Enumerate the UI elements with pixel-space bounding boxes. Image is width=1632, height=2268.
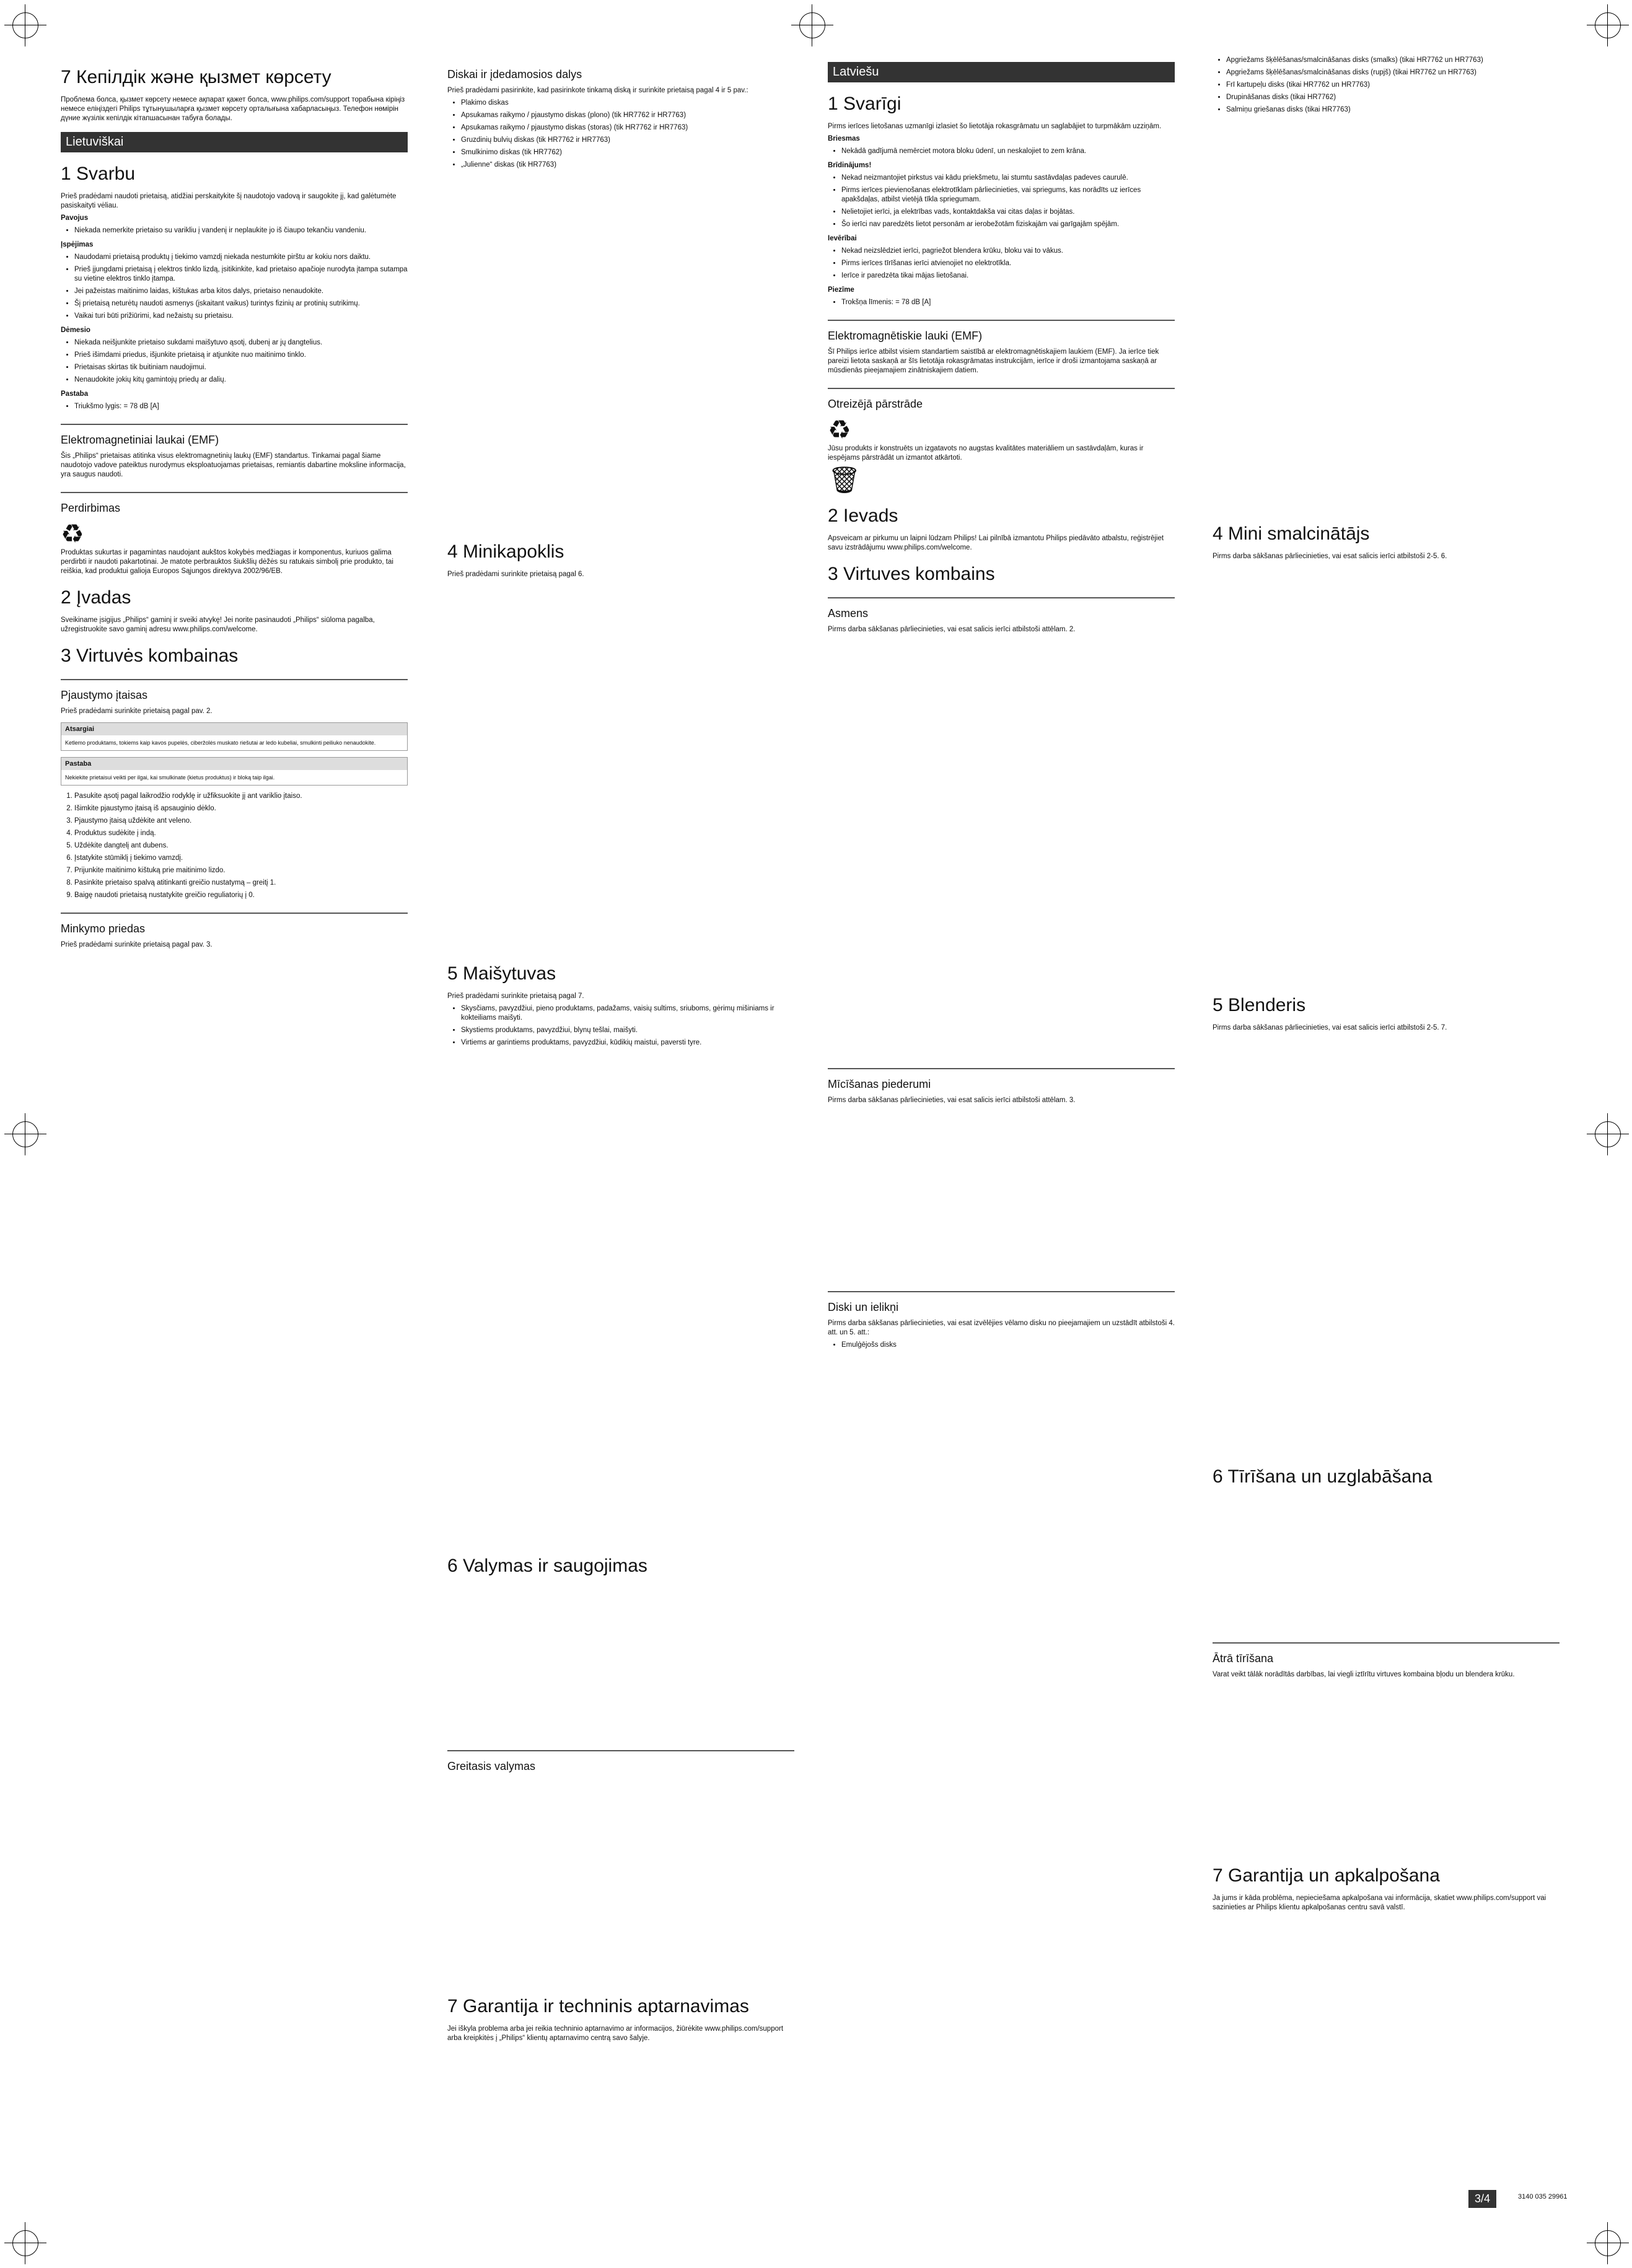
step-item: 8. Pasinkite prietaiso spalvą atitinkanti greičio nustatymą – greitį 1. bbox=[74, 878, 408, 888]
perdirbimas-text: Produktas sukurtas ir pagamintas naudojant aukštos kokybės medžiagas ir komponentus, kuriuos galima perdirbti ir naudoti pakartotinai. Je matote perbrauktos šiukšlių dėžės su ratukais simbolį prie produkto, tai reiškia, kad produktui galioja Europos Sąjungos direktyva 2002/96/EB. bbox=[61, 549, 393, 575]
lt-language-bar: Lietuviškai bbox=[61, 132, 408, 152]
kz-section-title: 7 Кепілдік жəне қызмет көрсету bbox=[61, 67, 331, 87]
lv-s5-title: 5 Blenderis bbox=[1213, 995, 1306, 1015]
diskai-item: • Smulkinimo diskas (tik HR7762) bbox=[461, 148, 794, 157]
lv-emf-text: Šī Philips ierīce atbilst visiem standartiem saistībā ar elektromagnētiskajiem laukiem (EMF). Ja ierīce tiek pareizi lietota saskaņā ar šīs lietotāja rokasgrāmatas instrukcijām, ierīce ir droši izmantojama saskaņā ar mūsdienās pieejamajiem zinātniskajiem datiem. bbox=[828, 348, 1159, 374]
s5-item: • Skystiems produktams, pavyzdžiui, blynų tešlai, maišyti. bbox=[461, 1026, 794, 1035]
lv-s6-title: 6 Tīrīšana un uzglabāšana bbox=[1213, 1466, 1432, 1487]
otr-text: Jūsu produkts ir konstruēts un izgatavots no augstas kvalitātes materiāliem un sastāvdaļām, kuras ir iespējams pārstrādāt un izmantot atkārtoti. bbox=[828, 445, 1144, 462]
lv-s2-title: 2 Ievads bbox=[828, 506, 898, 526]
step-item: 7. Prijunkite maitinimo kištuką prie maitinimo lizdo. bbox=[74, 866, 408, 875]
diski-text: Pirms darba sākšanas pārliecinieties, vai esat izvēlējies vēlamo disku no pieejamajiem un uzstādīt atbilstoši 4. att. un 5. att.: bbox=[828, 1320, 1175, 1336]
pjaustymas-title: Pjaustymo įtaisas bbox=[61, 679, 408, 702]
lv-language-bar: Latviešu bbox=[828, 62, 1175, 82]
diskai-item: • „Julienne“ diskas (tik HR7763) bbox=[461, 160, 794, 170]
diskai-item: • Gruzdinių bulvių diskas (tik HR7762 ir HR7763) bbox=[461, 136, 794, 145]
step-item: 6. Įstatykite stūmiklį į tiekimo vamzdį. bbox=[74, 854, 408, 863]
step-item: 1. Pasukite ąsotį pagal laikrodžio rodyklę ir užfiksuokite jį ant variklio įtaiso. bbox=[74, 792, 408, 801]
perdirbimas-title: Perdirbimas bbox=[61, 492, 408, 515]
ispejimas-item: • Vaikai turi būti prižiūrimi, kad nežaistų su prietaisu. bbox=[74, 312, 408, 321]
note-box bbox=[61, 757, 408, 786]
disk-item: • Frī kartupeļu disks (tikai HR7762 un HR7763) bbox=[1226, 81, 1560, 90]
piezime-item: • Trokšņa līmenis: = 78 dB [A] bbox=[841, 298, 1175, 307]
lt-s3-title: 3 Virtuvės kombainas bbox=[61, 646, 239, 666]
micisanas-text: Pirms darba sākšanas pārliecinieties, vai esat salicis ierīci atbilstoši attēlam. 3. bbox=[828, 1097, 1076, 1104]
demesio-item: • Nenaudokite jokių kitų gamintojų priedų ar dalių. bbox=[74, 375, 408, 385]
lt-s2-title: 2 Įvadas bbox=[61, 587, 131, 608]
diskai-text: Prieš pradėdami pasirinkite, kad pasirinkote tinkamą diską ir surinkite prietaisą pagal 4 ir 5 pav.: bbox=[447, 87, 748, 94]
lv-s3-title: 3 Virtuves kombains bbox=[828, 564, 995, 584]
step-item: 2. Išimkite pjaustymo įtaisą iš apsauginio dėklo. bbox=[74, 804, 408, 813]
lt-s4-text: Prieš pradėdami surinkite prietaisą pagal 6. bbox=[447, 571, 584, 578]
atra-title: Ātrā tīrīšana bbox=[1213, 1642, 1560, 1665]
lv-emf-title: Elektromagnētiskie lauki (EMF) bbox=[828, 320, 1175, 343]
ieverbai-item: • Pirms ierīces tīrīšanas ierīci atvienojiet no elektrotīkla. bbox=[841, 259, 1175, 268]
minkymo-text: Prieš pradėdami surinkite prietaisą pagal pav. 3. bbox=[61, 941, 213, 948]
lv-s7-title: 7 Garantija un apkalpošana bbox=[1213, 1865, 1440, 1886]
briesmas-item: • Nekādā gadījumā nemērciet motora bloku ūdenī, un neskalojiet to zem krāna. bbox=[841, 147, 1175, 156]
piezime-heading: Piezīme bbox=[828, 286, 854, 294]
disk-item: • Apgriežams šķēlēšanas/smalcināšanas disks (smalks) (tikai HR7762 un HR7763) bbox=[1226, 56, 1560, 65]
otr-title: Otreizējā pārstrāde bbox=[828, 388, 1175, 411]
diskai-item: • Apsukamas raikymo / pjaustymo diskas (storas) (tik HR7762 ir HR7763) bbox=[461, 123, 794, 133]
lt-s1-intro: Prieš pradėdami naudoti prietaisą, atidžiai perskaitykite šį naudotojo vadovą ir saugokite jį, kad galėtumėte pasiskaityti vėliau. bbox=[61, 193, 397, 209]
bridinajums-item: • Nekad neizmantojiet pirkstus vai kādu priekšmetu, lai stumtu sastāvdaļas padeves caurulē. bbox=[841, 173, 1175, 183]
lt-s1-title: 1 Svarbu bbox=[61, 164, 136, 184]
ieverbai-item: • Ierīce ir paredzēta tikai mājas lietošanai. bbox=[841, 271, 1175, 281]
lt-s2-text: Sveikiname įsigijus „Philips“ gaminį ir sveiki atvykę! Jei norite pasinaudoti „Philips“ siūloma pagalba, užregistruokite savo gaminį adresu www.philips.com/welcome. bbox=[61, 616, 375, 633]
ispejimas-item: • Jei pažeistas maitinimo laidas, kištukas arba kitos dalys, prietaiso nenaudokite. bbox=[74, 287, 408, 296]
pastaba-item: • Triukšmo lygis: = 78 dB [A] bbox=[74, 402, 408, 411]
crop-mark-mid-right bbox=[1595, 1121, 1621, 1147]
diskai-title: Diskai ir įdedamosios dalys bbox=[447, 68, 582, 81]
crop-mark-bottom-right bbox=[1595, 2230, 1621, 2256]
ispejimas-heading: Įspėjimas bbox=[61, 241, 94, 248]
lt-s7-text: Jei iškyla problema arba jei reikia techninio aptarnavimo ar informacijos, žiūrėkite www.philips.com/support arba kreipkitės į „Philips“ klientų aptarnavimo centrą savo šalyje. bbox=[447, 2025, 784, 2042]
caution-box-text: Ketlemo produktams, tokiems kaip kavos pupelės, ciberžolės muskato riešutai ar ledo kubeliai, smulkinti peiliuko nenaudokite. bbox=[65, 740, 376, 746]
demesio-item: • Niekada neišjunkite prietaiso sukdami maišytuvo ąsotį, dubenį ar jų dangtelius. bbox=[74, 338, 408, 348]
s5-item: • Virtiems ar garintiems produktams, pavyzdžiui, kūdikių maistui, paversti tyre. bbox=[461, 1038, 794, 1048]
emf-title: Elektromagnetiniai laukai (EMF) bbox=[61, 424, 408, 447]
lv-s1-text: Pirms ierīces lietošanas uzmanīgi izlasiet šo lietotāja rokasgrāmatu un saglabājiet to turpmākām uzziņām. bbox=[828, 123, 1162, 130]
lt-s6-title: 6 Valymas ir saugojimas bbox=[447, 1556, 647, 1576]
pastaba-heading: Pastaba bbox=[61, 390, 89, 398]
column-2 bbox=[447, 56, 794, 2046]
demesio-heading: Dėmesio bbox=[61, 326, 90, 334]
lt-s7-title: 7 Garantija ir techninis aptarnavimas bbox=[447, 1996, 749, 2016]
crop-mark-mid-left bbox=[12, 1121, 38, 1147]
caution-box bbox=[61, 722, 408, 751]
micisanas-title: Mīcīšanas piederumi bbox=[828, 1068, 1175, 1091]
minkymo-title: Minkymo priedas bbox=[61, 913, 408, 935]
recycle-icon: ♻ bbox=[61, 519, 84, 548]
document-number: 3140 035 29961 bbox=[1518, 2193, 1568, 2200]
bridinajums-heading: Brīdinājums! bbox=[828, 162, 872, 169]
disk-item: • Drupināšanas disks (tikai HR7762) bbox=[1226, 93, 1560, 102]
greitas-title: Greitasis valymas bbox=[447, 1750, 794, 1773]
kz-text: Проблема болса, қызмет көрсету немесе ақпарат қажет болса, www.philips.com/support торабына кіріңіз немесе еліңіздегі Philips тұтынушыларға қызмет көрсету орталығына хабарласыңыз. Телефон нөмірін дүние жүзілік кепілдік кітапшасынан табуға болады. bbox=[61, 96, 405, 122]
pavojus-item: • Niekada nemerkite prietaiso su varikliu į vandenį ir neplaukite jo iš čiaupo tekančiu vandeniu. bbox=[74, 226, 408, 235]
recycle-icon: ♻ bbox=[828, 415, 851, 444]
bridinajums-item: • Pirms ierīces pievienošanas elektrotīklam pārliecinieties, vai spriegums, kas norādīts uz ierīces apakšdaļas, atbilst vietējā tīkla spriegumam. bbox=[841, 186, 1175, 204]
disk-item: • Salmiņu griešanas disks (tikai HR7763) bbox=[1226, 105, 1560, 115]
pjaustymas-text: Prieš pradėdami surinkite prietaisą pagal pav. 2. bbox=[61, 707, 213, 715]
step-item: 4. Produktus sudėkite į indą. bbox=[74, 829, 408, 838]
demesio-item: • Prieš išimdami priedus, išjunkite prietaisą ir atjunkite nuo maitinimo tinklo. bbox=[74, 351, 408, 360]
page-number: 3/4 bbox=[1468, 2190, 1496, 2208]
lt-s5-title: 5 Maišytuvas bbox=[447, 963, 556, 984]
crop-mark-top-left bbox=[12, 12, 38, 38]
note-box-title: Pastaba bbox=[61, 758, 407, 770]
lv-s1-title: 1 Svarīgi bbox=[828, 94, 902, 114]
diskai-item: • Apsukamas raikymo / pjaustymo diskas (plono) (tik HR7762 ir HR7763) bbox=[461, 111, 794, 120]
disk-item: • Apgriežams šķēlēšanas/smalcināšanas disks (rupjš) (tikai HR7762 un HR7763) bbox=[1226, 68, 1560, 77]
caution-box-title: Atsargiai bbox=[61, 723, 407, 735]
demesio-item: • Prietaisas skirtas tik buitiniam naudojimui. bbox=[74, 363, 408, 372]
ieverbai-item: • Nekad neizslēdziet ierīci, pagriežot blendera krūku, bloku vai to vākus. bbox=[841, 247, 1175, 256]
diski-title: Diski un ielikņi bbox=[828, 1291, 1175, 1314]
step-item: 5. Uždėkite dangtelį ant dubens. bbox=[74, 841, 408, 851]
pavojus-heading: Pavojus bbox=[61, 214, 89, 222]
crop-mark-top-center-1 bbox=[799, 12, 825, 38]
emf-text: Šis „Philips“ prietaisas atitinka visus elektromagnetinių laukų (EMF) standartus. Tinkamai pagal šiame naudotojo vadove pateiktus nurodymus eksploatuojamas prietaisas, remiantis dabartine moksline informacija, yra saugus naudoti. bbox=[61, 452, 406, 478]
s5-item: • Skysčiams, pavyzdžiui, pieno produktams, padažams, vaisių sultims, sriuboms, gėrimų mišiniams ir kokteiliams maišyti. bbox=[461, 1004, 794, 1023]
lv-s7-text: Ja jums ir kāda problēma, nepieciešama apkalpošana vai informācija, skatiet www.philips.com/support vai sazinieties ar Philips klientu apkalpošanas centru savā valstī. bbox=[1213, 1894, 1546, 1911]
step-item: 3. Pjaustymo įtaisą uždėkite ant veleno. bbox=[74, 817, 408, 826]
crop-mark-top-right bbox=[1595, 12, 1621, 38]
lt-s5-text: Prieš pradėdami surinkite prietaisą pagal 7. bbox=[447, 992, 584, 1000]
bridinajums-item: • Šo ierīci nav paredzēts lietot personām ar ierobežotām fiziskajām vai garīgajām spējām. bbox=[841, 220, 1175, 229]
column-3 bbox=[828, 56, 1175, 1355]
ispejimas-item: • Naudodami prietaisą produktų į tiekimo vamzdį niekada nestumkite pirštu ar kokiu nors daiktu. bbox=[74, 253, 408, 262]
crossed-bin-icon: 🗑 bbox=[828, 465, 861, 494]
ispejimas-item: • Prieš įjungdami prietaisą į elektros tinklo lizdą, įsitikinkite, kad prietaiso apačioje nurodyta įtampa sutampa su vietine elektros tinklo įtampa. bbox=[74, 265, 408, 284]
bridinajums-item: • Nelietojiet ierīci, ja elektrības vads, kontaktdakša vai citas daļas ir bojātas. bbox=[841, 208, 1175, 217]
briesmas-heading: Briesmas bbox=[828, 135, 860, 142]
note-box-text: Nekiekite prietaisui veikti per ilgai, kai smulkinate (kietus produktus) ir bloką taip ilgai. bbox=[65, 774, 275, 781]
ispejimas-item: • Šį prietaisą neturėtų naudoti asmenys (įskaitant vaikus) turintys fizinių ar protinių sutrikimų. bbox=[74, 299, 408, 309]
asmens-text: Pirms darba sākšanas pārliecinieties, vai esat salicis ierīci atbilstoši attēlam. 2. bbox=[828, 626, 1076, 633]
lv-s5-text: Pirms darba sākšanas pārliecinieties, vai esat salicis ierīci atbilstoši 2-5. 7. bbox=[1213, 1024, 1447, 1031]
lt-s4-title: 4 Minikapoklis bbox=[447, 541, 564, 562]
column-4 bbox=[1213, 56, 1560, 1916]
diskai-item: • Plakimo diskas bbox=[461, 99, 794, 108]
asmens-title: Asmens bbox=[828, 597, 1175, 620]
diski-item: • Emulģējošs disks bbox=[841, 1341, 1175, 1350]
lv-s4-text: Pirms darba sākšanas pārliecinieties, vai esat salicis ierīci atbilstoši 2-5. 6. bbox=[1213, 553, 1447, 560]
crop-mark-bottom-left bbox=[12, 2230, 38, 2256]
lv-s4-title: 4 Mini smalcinātājs bbox=[1213, 523, 1370, 544]
ieverbai-heading: Ievērībai bbox=[828, 235, 857, 242]
lv-s2-text: Apsveicam ar pirkumu un laipni lūdzam Philips! Lai pilnībā izmantotu Philips piedāvāto atbalstu, reģistrējiet savu izstrādājumu www.philips.com/welcome. bbox=[828, 535, 1164, 551]
atra-text: Varat veikt tālāk norādītās darbības, lai viegli iztīrītu virtuves kombaina bļodu un blendera krūku. bbox=[1213, 1671, 1515, 1678]
column-1 bbox=[61, 56, 408, 953]
step-item: 9. Baigę naudoti prietaisą nustatykite greičio reguliatorių į 0. bbox=[74, 891, 408, 900]
